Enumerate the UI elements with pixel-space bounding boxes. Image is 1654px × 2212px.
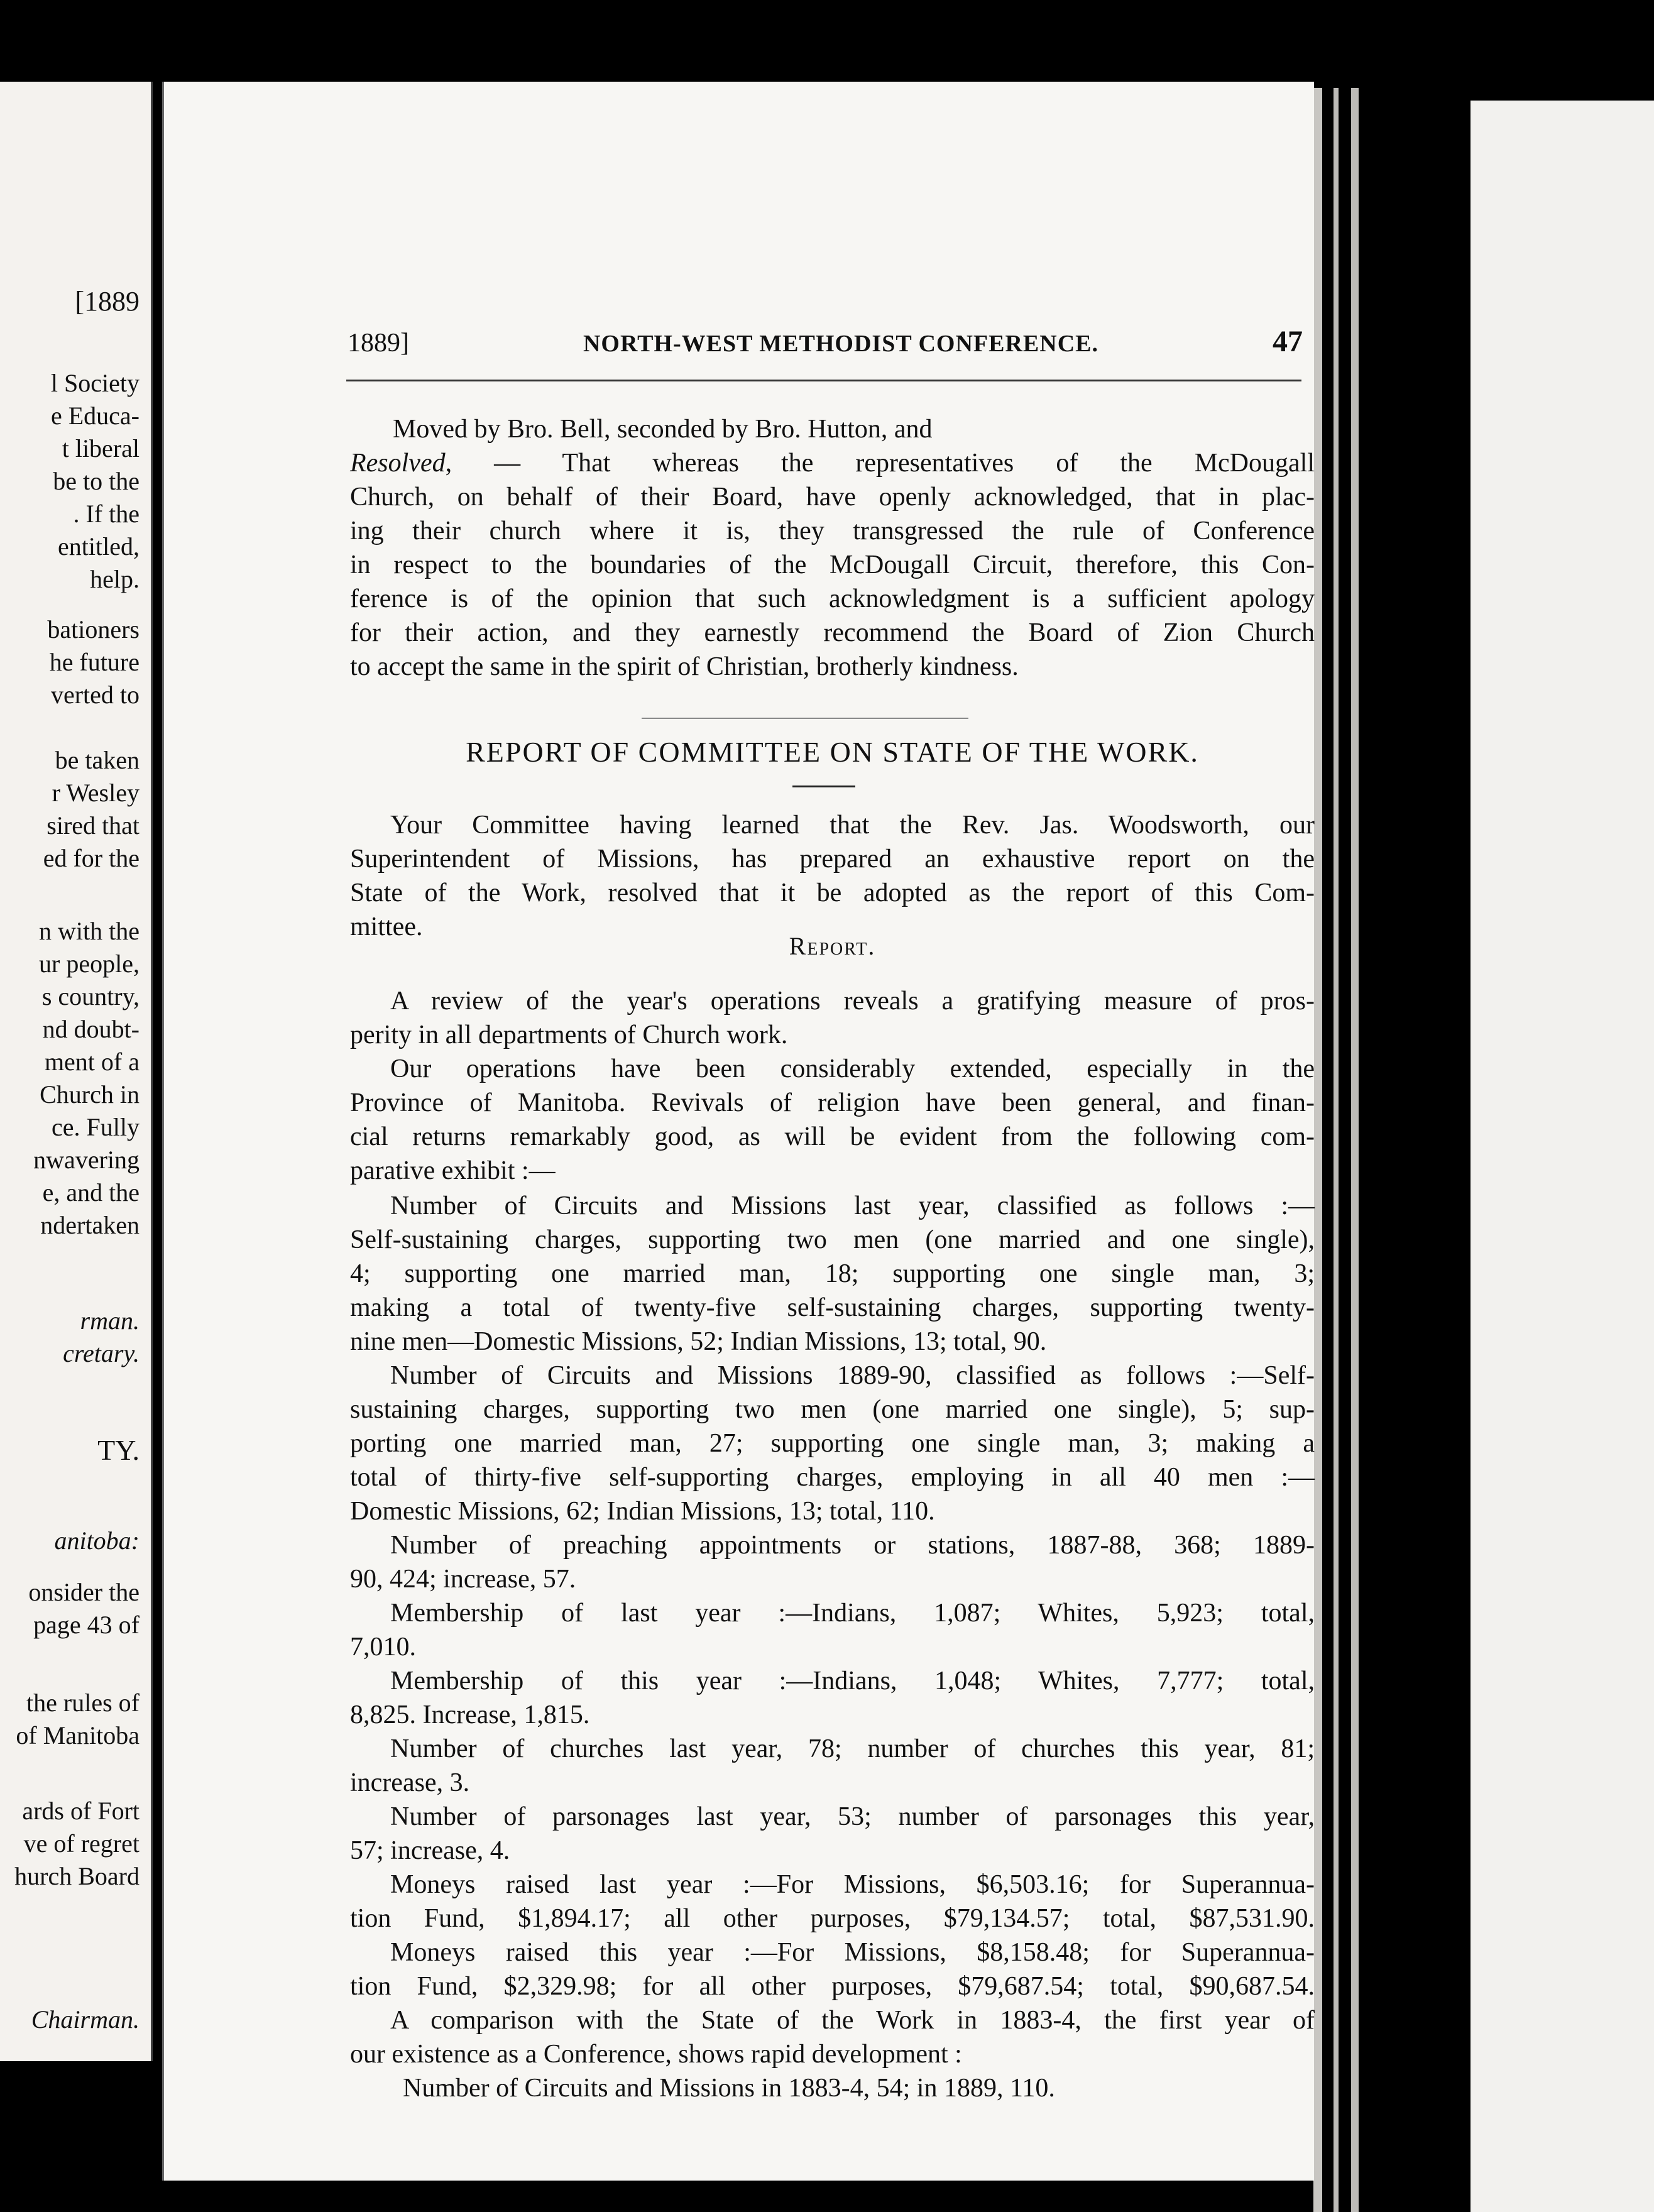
report-line: Domestic Missions, 62; Indian Missions, 13; total, 110. [350, 1497, 935, 1526]
report-line: cial returns remarkably good, as will be evident from the following com- [350, 1122, 1315, 1151]
left-page-line: [1889 [75, 286, 140, 317]
report-line: our existence as a Conference, shows rapid development : [350, 2040, 962, 2069]
left-page-line: ards of Fort [22, 1797, 140, 1825]
motion-line: ference is of the opinion that such acknowledgment is a sufficient apology [350, 584, 1315, 613]
main-page [162, 82, 1314, 2181]
report-line: Number of Circuits and Missions 1889-90, classified as follows :—Self- [390, 1361, 1315, 1390]
report-heading: Report. [789, 932, 876, 960]
report-line: tion Fund, $2,329.98; for all other purposes, $79,687.54; total, $90,687.54. [350, 1972, 1315, 2001]
report-line: making a total of twenty-five self-sustaining charges, supporting twenty- [350, 1293, 1315, 1322]
report-line: Moneys raised this year :—For Missions, $8,158.48; for Superannua- [390, 1938, 1315, 1967]
report-line: 8,825. Increase, 1,815. [350, 1700, 590, 1729]
report-line: Membership of this year :—Indians, 1,048; Whites, 7,777; total, [390, 1667, 1315, 1695]
report-line: sustaining charges, supporting two men (one married one single), 5; sup- [350, 1395, 1315, 1424]
left-page-line: sired that [47, 811, 140, 840]
left-page-line: t liberal [62, 434, 140, 463]
report-line: Province of Manitoba. Revivals of religion have been general, and finan- [350, 1088, 1315, 1117]
title-rule [792, 786, 855, 787]
left-page-line: be to the [53, 467, 140, 495]
motion-line: ing their church where it is, they transgressed the rule of Conference [350, 517, 1315, 545]
motion-line: Resolved, — That whereas the representatives of the McDougall [350, 449, 1315, 478]
report-line: Number of preaching appointments or stations, 1887-88, 368; 1889- [390, 1531, 1315, 1560]
page-edge [1351, 88, 1359, 2212]
report-line: 57; increase, 4. [350, 1836, 510, 1865]
left-page-line: page 43 of [33, 1611, 140, 1639]
report-line: Our operations have been considerably extended, especially in the [390, 1054, 1315, 1083]
section-title: REPORT OF COMMITTEE ON STATE OF THE WORK. [466, 736, 1199, 768]
left-page-line: bationers [47, 615, 140, 643]
left-page-line: be taken [55, 746, 140, 774]
left-page-line: ed for the [43, 844, 140, 872]
left-page-line: the rules of [26, 1689, 140, 1717]
left-page-line: of Manitoba [16, 1721, 140, 1749]
left-page-line: l Society [50, 369, 140, 397]
report-line: Number of Circuits and Missions last year, classified as follows :— [390, 1191, 1315, 1220]
report-line: Number of churches last year, 78; number of churches this year, 81; [390, 1734, 1315, 1763]
report-line: 90, 424; increase, 57. [350, 1565, 576, 1594]
report-line: 4; supporting one married man, 18; supporting one single man, 3; [350, 1259, 1315, 1288]
running-head [348, 324, 1303, 359]
report-line: Number of Circuits and Missions in 1883-4, 54; in 1889, 110. [403, 2074, 1055, 2103]
left-page-line: ve of regret [23, 1829, 140, 1858]
report-line: A comparison with the State of the Work in 1883-4, the first year of [390, 2006, 1315, 2035]
page-edge [1313, 88, 1322, 2212]
report-line: Moneys raised last year :—For Missions, $6,503.16; for Superannua- [390, 1870, 1315, 1899]
report-line: increase, 3. [350, 1768, 470, 1797]
report-line: A review of the year's operations reveals a gratifying measure of pros- [390, 987, 1315, 1016]
left-page-line: s country, [41, 982, 140, 1010]
left-page-line: ur people, [39, 950, 140, 978]
page-edge [1471, 101, 1654, 2212]
report-line: total of thirty-five self-supporting charges, employing in all 40 men :— [350, 1463, 1315, 1492]
motion-line: in respect to the boundaries of the McDougall Circuit, therefore, this Con- [350, 550, 1315, 579]
motion-line: for their action, and they earnestly recommend the Board of Zion Church [350, 618, 1315, 647]
left-page-line: n with the [39, 917, 140, 945]
report-line: 7,010. [350, 1633, 416, 1662]
left-page-line: nwavering [33, 1146, 140, 1174]
left-page-line: e Educa- [50, 402, 140, 430]
left-page-line: nd doubt- [42, 1015, 140, 1043]
report-line: porting one married man, 27; supporting one single man, 3; making a [350, 1429, 1315, 1458]
intro-line: Your Committee having learned that the Rev. Jas. Woodsworth, our [390, 811, 1315, 840]
report-line: nine men—Domestic Missions, 52; Indian Missions, 13; total, 90. [350, 1327, 1047, 1356]
report-line: perity in all departments of Church work. [350, 1021, 788, 1049]
left-page-line: TY. [97, 1434, 140, 1466]
report-line: tion Fund, $1,894.17; all other purposes, $79,134.57; total, $87,531.90. [350, 1904, 1315, 1933]
left-page-line: anitoba: [54, 1526, 140, 1555]
left-page-line: ce. Fully [52, 1113, 140, 1141]
left-page-line: cretary. [63, 1339, 140, 1367]
intro-line: Superintendent of Missions, has prepared an exhaustive report on the [350, 845, 1315, 873]
left-facing-page [0, 82, 153, 2061]
page-number: 47 [1273, 325, 1303, 358]
report-line: parative exhibit :— [350, 1156, 556, 1185]
left-page-line: Chairman. [31, 2005, 140, 2034]
running-head-year: 1889] [348, 329, 409, 358]
motion-line: Church, on behalf of their Board, have openly acknowledged, that in plac- [350, 483, 1315, 512]
intro-line: State of the Work, resolved that it be adopted as the report of this Com- [350, 879, 1315, 907]
intro-line: mittee. [350, 912, 423, 941]
left-page-line: . If the [73, 500, 140, 528]
header-rule [346, 380, 1301, 381]
left-page-line: he future [49, 648, 140, 676]
running-head-title: NORTH-WEST METHODIST CONFERENCE. [583, 331, 1099, 357]
left-page-line: entitled, [58, 532, 140, 561]
left-page-line: ment of a [44, 1048, 140, 1076]
left-page-line: hurch Board [14, 1862, 140, 1890]
report-line: Membership of last year :—Indians, 1,087; Whites, 5,923; total, [390, 1599, 1315, 1628]
section-divider [642, 718, 968, 719]
left-page-line: onsider the [28, 1578, 140, 1606]
left-page-line: verted to [50, 681, 140, 709]
left-page-line: rman. [80, 1306, 140, 1335]
report-line: Self-sustaining charges, supporting two men (one married and one single), [350, 1225, 1315, 1254]
left-page-line: Church in [40, 1080, 140, 1109]
motion-line: Moved by Bro. Bell, seconded by Bro. Hutton, and [393, 415, 933, 444]
report-line: Number of parsonages last year, 53; number of parsonages this year, [390, 1802, 1315, 1831]
left-page-line: help. [90, 565, 140, 593]
motion-line: to accept the same in the spirit of Christian, brotherly kindness. [350, 652, 1019, 681]
left-page-line: r Wesley [52, 779, 140, 807]
left-page-line: e, and the [42, 1178, 140, 1207]
page-edge [1334, 88, 1339, 2212]
left-page-line: ndertaken [40, 1211, 140, 1239]
